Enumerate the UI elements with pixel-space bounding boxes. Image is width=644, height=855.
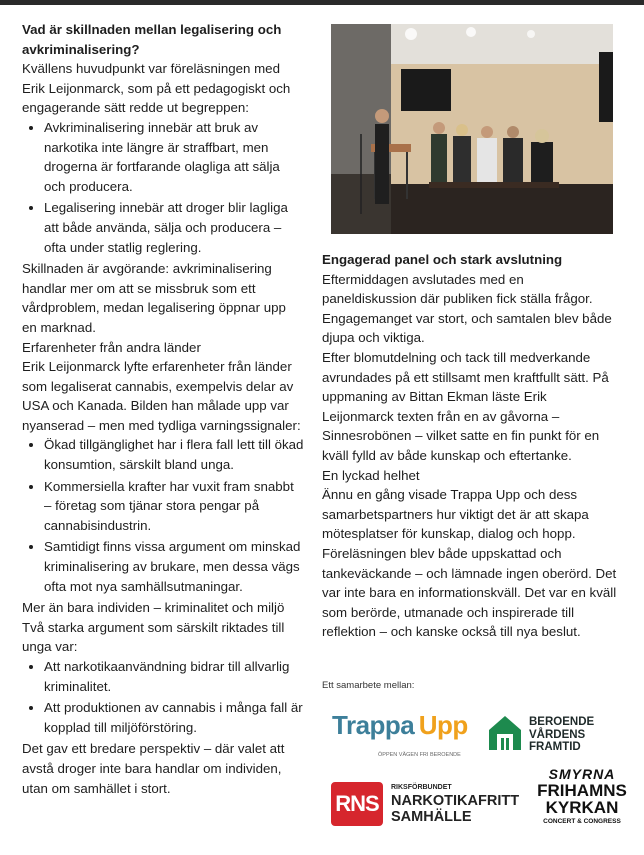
- heading-panel: Engagerad panel och stark avslutning: [322, 252, 563, 267]
- summary-paragraph: Ännu en gång visade Trappa Upp och dess samarbetspartners hur viktigt det är att skapa mötesplatser för kunskap, dialog och hopp. Föreläsningen blev både uppskattad och tankeväckande – och lämnade ingen oberörd. Det var inte bara en informationskväll. Det var en kväll som berörde, utmanade och inspirerade till reflektion – och kanske också till nya beslut.: [322, 487, 617, 640]
- arguments-list: [22, 657, 304, 737]
- upp-logo-text: Upp: [418, 710, 468, 740]
- smyrna-line3: KYRKAN: [545, 798, 619, 817]
- rns-line2: SAMHÄLLE: [391, 809, 472, 825]
- warnings-list: [22, 435, 304, 596]
- intro-paragraph: Kvällens huvudpunkt var föreläsningen med Erik Leijonmarck, som på ett pedagogiskt och engagerande sätt redde ut begreppen:: [22, 61, 291, 116]
- right-column: [322, 250, 622, 642]
- panel-paragraph: Eftermiddagen avslutades med en paneldiskussion där publiken fick ställa frågor. Engagemanget var stort, och samtalen blev både djupa och viktiga.: [322, 271, 612, 346]
- list-item: • Att narkotikaanvändning bidrar till allvarlig kriminalitet.: [44, 657, 304, 696]
- arguments-paragraph: Två starka argument som särskilt riktades till unga var:: [22, 619, 285, 655]
- list-item: • Ökad tillgänglighet har i flera fall lett till ökad konsumtion, särskilt bland unga.: [44, 435, 304, 474]
- bvf-emblem-icon: [487, 712, 523, 752]
- bvf-line2: VÅRDENS: [529, 728, 586, 741]
- bvf-line3: FRAMTID: [529, 741, 581, 753]
- smyrna-line2: FRIHAMNS: [537, 781, 627, 800]
- bvf-line1: BEROENDE: [529, 716, 595, 728]
- smyrna-frihamnskyrkan-logo: [530, 766, 634, 850]
- subheading-success: En lyckad helhet: [322, 467, 420, 483]
- difference-paragraph: Skillnaden är avgörande: avkriminalisering handlar mer om att se missbruk som ett vårdproblem, medan legalisering öppnar upp en marknad.: [22, 261, 286, 335]
- rns-riksforbundet: RIKSFÖRBUNDET: [391, 784, 452, 791]
- list-item: • Kommersiella krafter har vuxit fram snabbt – företag som tjänar stora pengar på cannabisindustrin.: [44, 477, 304, 536]
- perspective-paragraph: Det gav ett bredare perspektiv – där valet att avstå droger inte bara handlar om individen, utan om samhället i stort.: [22, 741, 285, 796]
- event-photo: [331, 24, 613, 234]
- trappa-tagline: ÖPPEN VÄGEN FRI BEROENDE: [378, 752, 461, 758]
- rns-logo: [331, 780, 521, 830]
- rns-line1: NARKOTIKAFRITT: [391, 793, 520, 809]
- trappa-logo-text: Trappa: [332, 710, 415, 740]
- rns-box: RNS: [331, 782, 383, 826]
- left-column: [22, 20, 304, 798]
- definitions-list: [22, 118, 304, 257]
- top-border: [0, 0, 644, 5]
- list-item: • Avkriminalisering innebär att bruk av narkotika inte längre är straffbart, men drogerna är fortfarande olagliga att sälja och producera.: [44, 118, 304, 196]
- subheading-crime-environment: Mer än bara individen – kriminalitet och miljö: [22, 600, 285, 616]
- list-item: • Att produktionen av cannabis i många fall är kopplad till miljöförstöring.: [44, 698, 304, 737]
- heading-legalisering: Vad är skillnaden mellan legalisering och avkriminalisering?: [22, 22, 282, 57]
- partners-label: Ett samarbete mellan:: [322, 680, 415, 691]
- subheading-experiences: Erfarenheter från andra länder: [22, 339, 201, 355]
- panel-photo-illustration: [331, 24, 613, 234]
- list-item: • Legalisering innebär att droger blir lagliga att både använda, sälja och producera – ofta under statlig reglering.: [44, 198, 304, 257]
- closing-paragraph: Efter blomutdelning och tack till medverkande avrundades på ett stillsamt men kraftfullt sätt. På uppmaning av Bittan Ekman läste Erik Leijonmarck texten från en av gåvorna – Sinnesrobönen – vilket satte en fin punkt för en kväll fylld av både kunskap och eftertanke.: [322, 349, 609, 463]
- beroende-vardens-framtid-logo: [487, 712, 617, 756]
- trappa-upp-logo: [332, 710, 472, 760]
- list-item: • Samtidigt finns vissa argument om minskad kriminalisering av brukare, men dessa vägs ofta mot nya samhällsutmaningar.: [44, 537, 304, 596]
- smyrna-line4: CONCERT & CONGRESS: [543, 818, 621, 825]
- smyrna-line1: SMYRNA: [548, 766, 616, 782]
- experiences-paragraph: Erik Leijonmarck lyfte erfarenheter från länder som legaliserat cannabis, exempelvis delar av USA och Kanada. Bilden han målade upp var nyanserad – men med tydliga varningssignaler:: [22, 359, 301, 433]
